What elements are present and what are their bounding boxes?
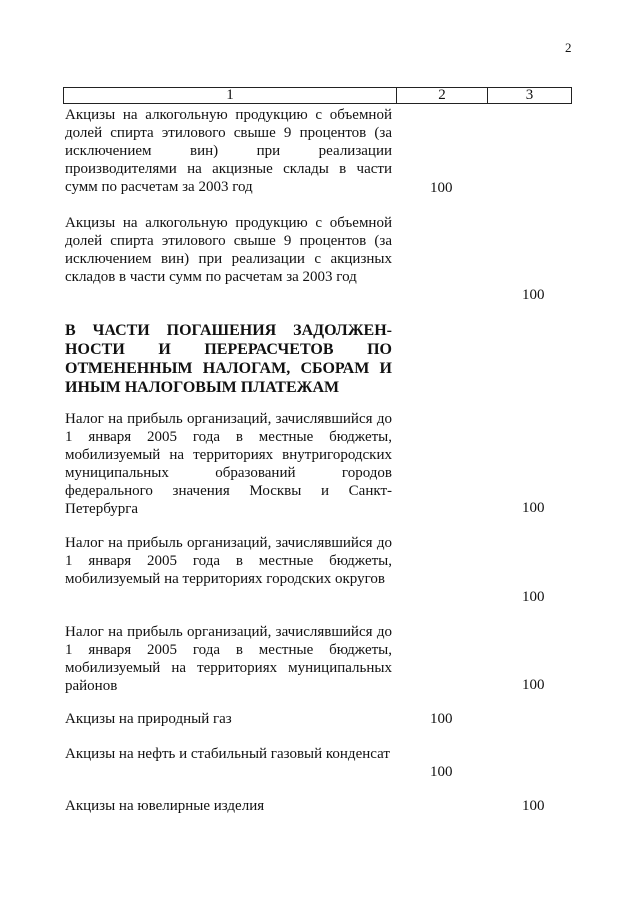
entry-value-col2: 100 <box>430 180 453 196</box>
entry-description: Налог на прибыль организаций, зачислявшийся до 1 января 2005 года в местные бюджеты, мобилизуемый на территориях внутригородских муниципальных образований городов федерального значения Москвы и Санкт-Петербурга <box>65 411 392 517</box>
entry-description: Акцизы на природный газ <box>65 711 232 727</box>
entry-description: Акцизы на нефть и стабильный газовый конденсат <box>65 746 390 762</box>
header-col-3: 3 <box>525 87 534 103</box>
entry-description: Акцизы на ювелирные изделия <box>65 798 265 814</box>
entry-value-col3: 100 <box>522 589 545 605</box>
entry-value-col3: 100 <box>522 287 545 303</box>
page-number: 2 <box>565 40 572 55</box>
entry-description: Акцизы на алкогольную продукцию с объемной долей спирта этилового свыше 9 процентов (за исключением вин) при реализации с акцизных складов в части сумм по расчетам за 2003 год <box>65 215 392 285</box>
header-col-1: 1 <box>64 88 397 103</box>
entry-description: Налог на прибыль организаций, зачислявшийся до 1 января 2005 года в местные бюджеты, мобилизуемый на территориях муниципальных районов <box>65 624 392 694</box>
table-header-row <box>63 87 572 104</box>
entry-value-col3: 100 <box>522 798 545 814</box>
entry-description: Акцизы на алкогольную продукцию с объемной долей спирта этилового свыше 9 процентов (за исключением вин) при реализации производителями на акцизные склады в части сумм по расчетам за 2003 год <box>65 107 392 195</box>
entry-description: Налог на прибыль организаций, зачислявшийся до 1 января 2005 года в местные бюджеты, мобилизуемый на территориях городских округов <box>65 535 392 587</box>
entry-value-col2: 100 <box>430 764 453 780</box>
entry-value-col3: 100 <box>522 677 545 693</box>
entry-value-col3: 100 <box>522 500 545 516</box>
entry-value-col2: 100 <box>430 711 453 727</box>
header-col-2: 2 <box>397 88 488 103</box>
section-title: В ЧАСТИ ПОГАШЕНИЯ ЗАДОЛЖЕН-НОСТИ И ПЕРЕРАСЧЕТОВ ПО ОТМЕНЕННЫМ НАЛОГАМ, СБОРАМ И ИНЫМ НАЛОГОВЫМ ПЛАТЕЖАМ <box>65 322 392 396</box>
